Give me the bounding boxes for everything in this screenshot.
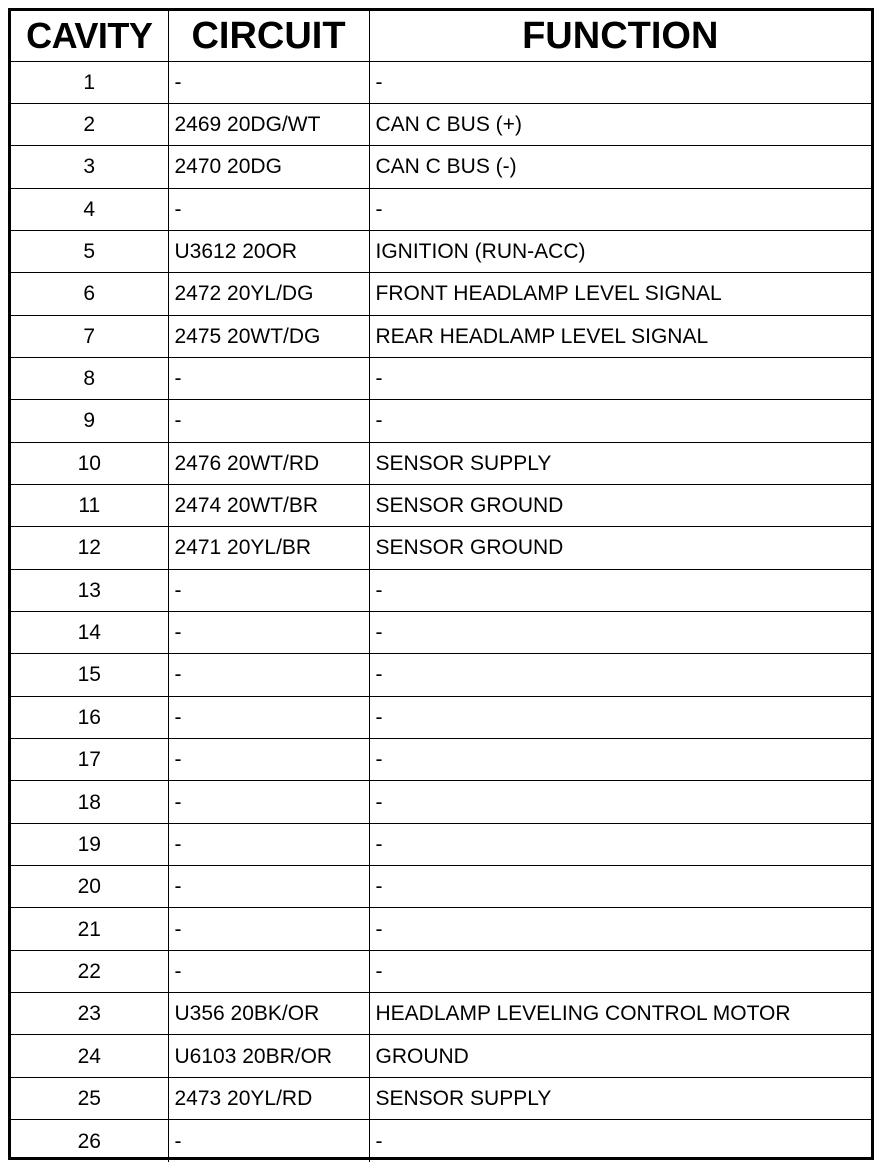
circuit-cell: - [168, 866, 369, 908]
table-row [11, 527, 871, 569]
function-cell: - [369, 823, 871, 865]
function-cell: HEADLAMP LEVELING CONTROL MOTOR [369, 993, 871, 1035]
circuit-cell: 2471 20YL/BR [168, 527, 369, 569]
cavity-cell: 13 [11, 569, 168, 611]
table-row [11, 993, 871, 1035]
cavity-cell: 10 [11, 442, 168, 484]
cavity-cell: 12 [11, 527, 168, 569]
circuit-cell: U3612 20OR [168, 230, 369, 272]
cavity-cell: 18 [11, 781, 168, 823]
table-body [11, 61, 871, 1162]
cavity-cell: 26 [11, 1120, 168, 1162]
circuit-cell: - [168, 908, 369, 950]
circuit-cell: U6103 20BR/OR [168, 1035, 369, 1077]
function-cell: FRONT HEADLAMP LEVEL SIGNAL [369, 273, 871, 315]
function-cell: - [369, 1120, 871, 1162]
cavity-cell: 21 [11, 908, 168, 950]
table-row [11, 569, 871, 611]
circuit-cell: 2476 20WT/RD [168, 442, 369, 484]
circuit-cell: - [168, 400, 369, 442]
cavity-cell: 17 [11, 739, 168, 781]
function-cell: - [369, 357, 871, 399]
table-row [11, 273, 871, 315]
table-row [11, 1035, 871, 1077]
function-cell: SENSOR GROUND [369, 527, 871, 569]
cavity-cell: 1 [11, 61, 168, 103]
circuit-cell: - [168, 611, 369, 653]
table-row [11, 611, 871, 653]
circuit-cell: - [168, 950, 369, 992]
cavity-cell: 19 [11, 823, 168, 865]
pinout-table [11, 11, 871, 1162]
function-cell: - [369, 950, 871, 992]
circuit-cell: 2474 20WT/BR [168, 484, 369, 526]
cavity-cell: 16 [11, 696, 168, 738]
function-cell: - [369, 611, 871, 653]
table-row [11, 866, 871, 908]
circuit-cell: - [168, 357, 369, 399]
function-cell: - [369, 781, 871, 823]
circuit-cell: 2469 20DG/WT [168, 103, 369, 145]
function-cell: - [369, 188, 871, 230]
table-row [11, 442, 871, 484]
table-row [11, 230, 871, 272]
header-circuit: CIRCUIT [168, 11, 369, 61]
table-row [11, 781, 871, 823]
function-cell: SENSOR SUPPLY [369, 442, 871, 484]
circuit-cell: - [168, 696, 369, 738]
circuit-cell: - [168, 823, 369, 865]
circuit-cell: - [168, 188, 369, 230]
function-cell: - [369, 400, 871, 442]
header-cavity: CAVITY [11, 11, 168, 61]
circuit-cell: - [168, 739, 369, 781]
function-cell: - [369, 696, 871, 738]
circuit-cell: - [168, 654, 369, 696]
function-cell: - [369, 569, 871, 611]
function-cell: - [369, 908, 871, 950]
circuit-cell: 2470 20DG [168, 146, 369, 188]
cavity-cell: 23 [11, 993, 168, 1035]
function-cell: - [369, 61, 871, 103]
table-row [11, 103, 871, 145]
table-row [11, 823, 871, 865]
table-header [11, 11, 871, 61]
function-cell: IGNITION (RUN-ACC) [369, 230, 871, 272]
cavity-cell: 14 [11, 611, 168, 653]
table-row [11, 357, 871, 399]
connector-pinout-table [8, 8, 874, 1160]
table-row [11, 400, 871, 442]
table-row [11, 315, 871, 357]
cavity-cell: 25 [11, 1077, 168, 1119]
cavity-cell: 20 [11, 866, 168, 908]
circuit-cell: - [168, 61, 369, 103]
header-function: FUNCTION [369, 11, 871, 61]
cavity-cell: 8 [11, 357, 168, 399]
function-cell: CAN C BUS (+) [369, 103, 871, 145]
cavity-cell: 7 [11, 315, 168, 357]
function-cell: GROUND [369, 1035, 871, 1077]
table-row [11, 1120, 871, 1162]
table-row [11, 61, 871, 103]
circuit-cell: - [168, 1120, 369, 1162]
function-cell: REAR HEADLAMP LEVEL SIGNAL [369, 315, 871, 357]
cavity-cell: 24 [11, 1035, 168, 1077]
function-cell: - [369, 739, 871, 781]
circuit-cell: 2472 20YL/DG [168, 273, 369, 315]
cavity-cell: 2 [11, 103, 168, 145]
table-row [11, 188, 871, 230]
circuit-cell: - [168, 781, 369, 823]
circuit-cell: U356 20BK/OR [168, 993, 369, 1035]
circuit-cell: 2475 20WT/DG [168, 315, 369, 357]
circuit-cell: 2473 20YL/RD [168, 1077, 369, 1119]
circuit-cell: - [168, 569, 369, 611]
function-cell: SENSOR SUPPLY [369, 1077, 871, 1119]
table-row [11, 1077, 871, 1119]
cavity-cell: 11 [11, 484, 168, 526]
table-row [11, 484, 871, 526]
cavity-cell: 6 [11, 273, 168, 315]
table-row [11, 146, 871, 188]
table-row [11, 950, 871, 992]
function-cell: SENSOR GROUND [369, 484, 871, 526]
function-cell: - [369, 654, 871, 696]
cavity-cell: 9 [11, 400, 168, 442]
cavity-cell: 5 [11, 230, 168, 272]
function-cell: - [369, 866, 871, 908]
table-row [11, 739, 871, 781]
header-row [11, 11, 871, 61]
table-row [11, 696, 871, 738]
cavity-cell: 3 [11, 146, 168, 188]
function-cell: CAN C BUS (-) [369, 146, 871, 188]
cavity-cell: 4 [11, 188, 168, 230]
cavity-cell: 22 [11, 950, 168, 992]
table-row [11, 908, 871, 950]
cavity-cell: 15 [11, 654, 168, 696]
table-row [11, 654, 871, 696]
